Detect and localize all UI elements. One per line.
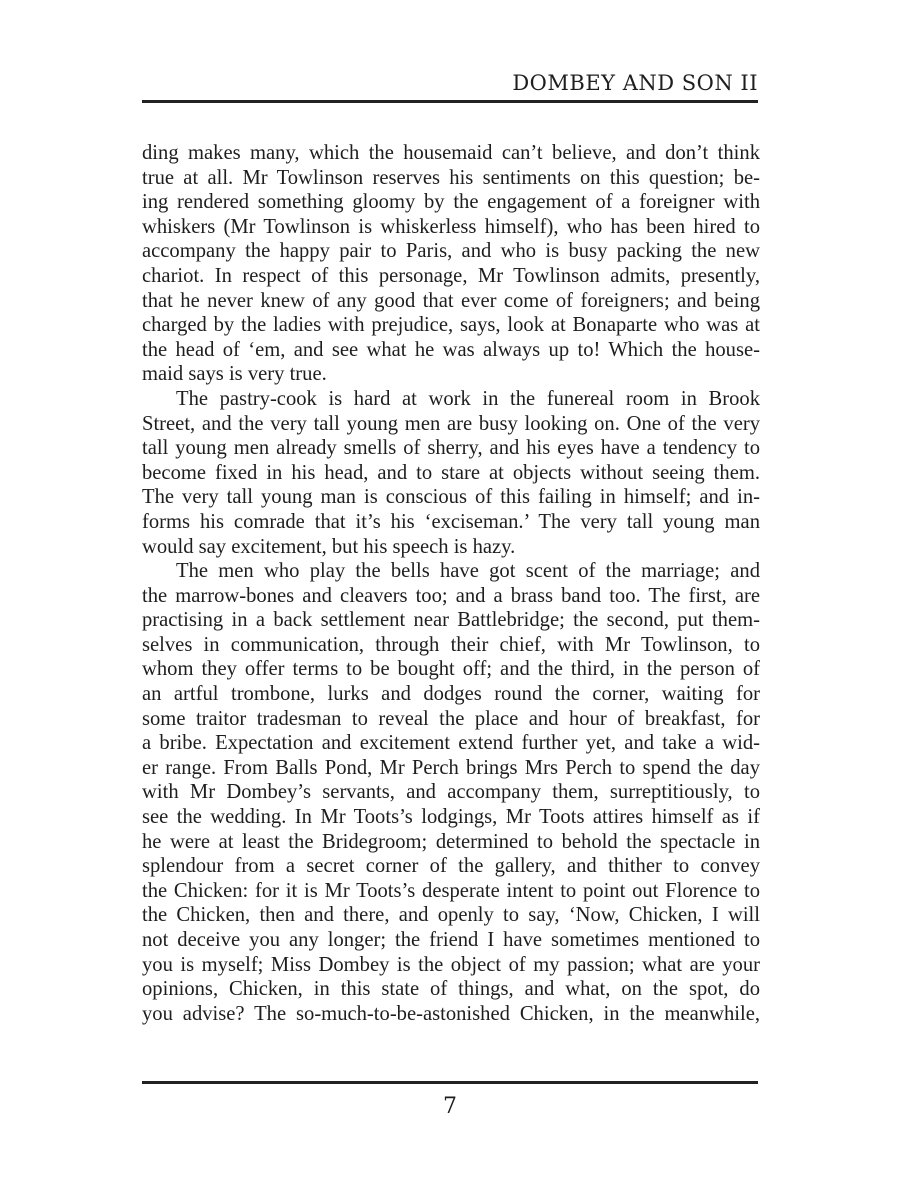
text-line: maid says is very true. <box>142 363 327 386</box>
text-line: The men who play the bells have got scent of the marriage; and <box>176 560 760 583</box>
text-line: ding makes many, which the housemaid can’t believe, and don’t think <box>142 142 760 164</box>
text-line: splendour from a secret corner of the gallery, and thither to convey <box>142 855 760 878</box>
text-line: practising in a back settlement near Battlebridge; the second, put them- <box>142 609 760 632</box>
text-line: charged by the ladies with prejudice, says, look at Bonaparte who was at <box>142 314 760 337</box>
text-line: an artful trombone, lurks and dodges round the corner, waiting for <box>142 683 760 706</box>
text-line: true at all. Mr Towlinson reserves his sentiments on this question; be- <box>142 166 760 189</box>
paragraph-2 <box>142 387 760 559</box>
text-line: you is myself; Miss Dombey is the object of my passion; what are your <box>142 953 760 976</box>
text-line: some traitor tradesman to reveal the place and hour of breakfast, for <box>142 707 760 730</box>
text-line: accompany the happy pair to Paris, and who is busy packing the new <box>142 240 760 263</box>
body-text <box>142 141 760 1026</box>
text-line: whom they offer terms to be bought off; and the third, in the person of <box>142 658 760 681</box>
header-rule <box>142 100 758 103</box>
text-line: a bribe. Expectation and excitement extend further yet, and take a wid- <box>142 732 760 755</box>
text-line: not deceive you any longer; the friend I have sometimes mentioned to <box>142 929 760 951</box>
text-line: the marrow-bones and cleavers too; and a brass band too. The first, are <box>142 584 760 607</box>
text-line: would say excitement, but his speech is hazy. <box>142 535 516 558</box>
text-line: you advise? The so-much-to-be-astonished Chicken, in the meanwhile, <box>142 1002 760 1025</box>
text-line: er range. From Balls Pond, Mr Perch brings Mrs Perch to spend the day <box>142 756 760 779</box>
text-line: the head of ‘em, and see what he was always up to! Which the house- <box>142 338 760 361</box>
text-line: selves in communication, through their chief, with Mr Towlinson, to <box>142 633 760 656</box>
text-line: forms his comrade that it’s his ‘exciseman.’ The very tall young man <box>142 510 760 533</box>
text-line: tall young men already smells of sherry, and his eyes have a tendency to <box>142 437 760 460</box>
text-line: that he never knew of any good that ever come of foreigners; and being <box>142 289 760 312</box>
text-line: the Chicken, then and there, and openly to say, ‘Now, Chicken, I will <box>142 904 760 927</box>
text-line: ing rendered something gloomy by the engagement of a foreigner with <box>142 191 760 214</box>
text-line: chariot. In respect of this personage, Mr Towlinson admits, presently, <box>142 264 760 287</box>
text-line: he were at least the Bridegroom; determined to behold the spectacle in <box>142 830 760 853</box>
running-head-title: DOMBEY AND SON II <box>512 71 758 95</box>
paragraph-1 <box>142 141 760 387</box>
page-number: 7 <box>443 1094 457 1119</box>
text-line: Street, and the very tall young men are busy looking on. One of the very <box>142 412 760 435</box>
text-line: The pastry-cook is hard at work in the funereal room in Brook <box>176 387 760 410</box>
text-line: with Mr Dombey’s servants, and accompany them, surreptitiously, to <box>142 781 760 804</box>
text-line: the Chicken: for it is Mr Toots’s desperate intent to point out Florence to <box>142 879 760 902</box>
text-line: become fixed in his head, and to stare at objects without seeing them. <box>142 461 760 484</box>
text-line: see the wedding. In Mr Toots’s lodgings, Mr Toots attires himself as if <box>142 806 760 829</box>
text-line: The very tall young man is conscious of this failing in himself; and in- <box>142 486 760 509</box>
text-line: opinions, Chicken, in this state of things, and what, on the spot, do <box>142 978 760 1001</box>
footer-rule <box>142 1081 758 1084</box>
paragraph-3 <box>142 559 760 1026</box>
text-line: whiskers (Mr Towlinson is whiskerless himself), who has been hired to <box>142 215 760 238</box>
